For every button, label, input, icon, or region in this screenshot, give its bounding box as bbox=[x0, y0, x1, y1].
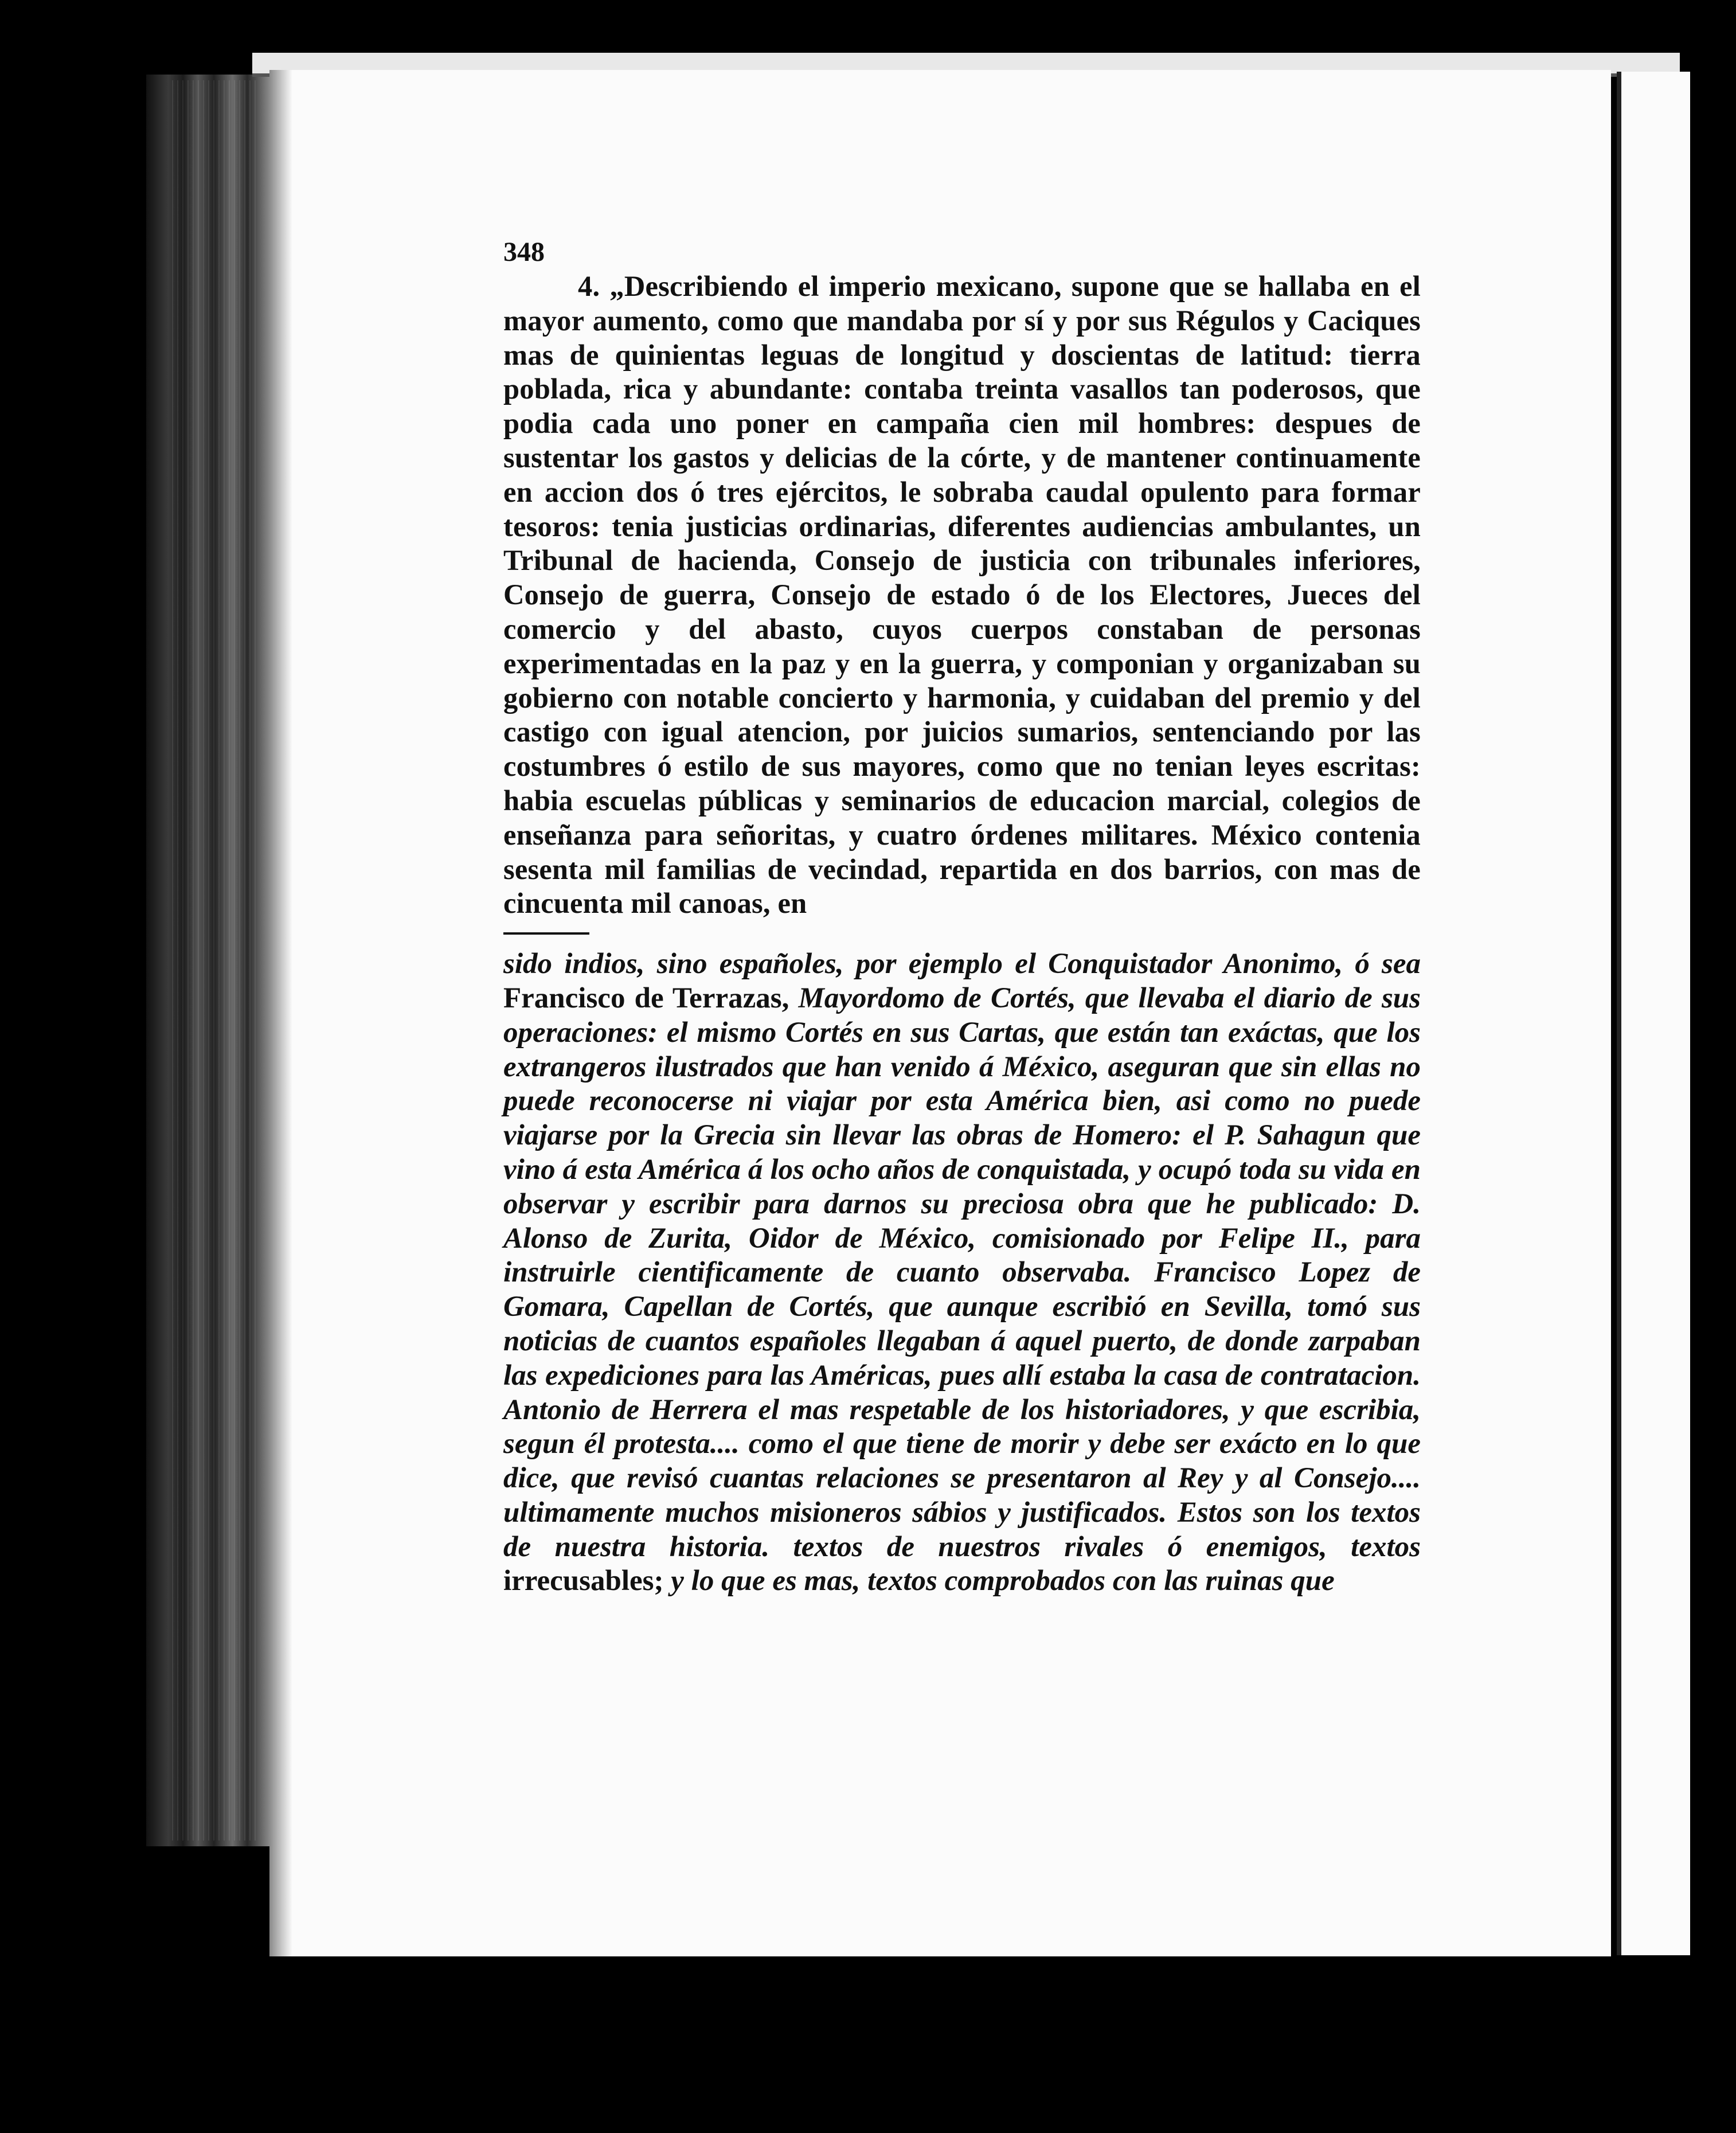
footnote bbox=[503, 947, 1421, 1599]
main-paragraph: 4. „Describiendo el imperio mexicano, supone que se hallaba en el mayor aumento, como que mandaba por sí y por sus Régulos y Caciques mas de quinientas leguas de longitud y doscientas de latitud: tierra poblada, rica y abundante: contaba treinta vasallos tan poderosos, que podia cada uno poner en campaña cien mil hombres: despues de sustentar los gastos y delicias de la córte, y de mantener continuamente en accion dos ó tres ejércitos, le sobraba caudal opulento para formar tesoros: tenia justicias ordinarias, diferentes audiencias ambulantes, un Tribunal de hacienda, Consejo de justicia con tribunales inferiores, Consejo de guerra, Consejo de estado ó de los Electores, Jueces del comercio y del abasto, cuyos cuerpos constaban de personas experimentadas en la paz y en la guerra, y componian y organizaban su gobierno con notable concierto y harmonia, y cuidaban del premio y del castigo con igual atencion, por juicios sumarios, sentenciando por las costumbres ó estilo de sus mayores, como que no tenian leyes escritas: habia escuelas públicas y seminarios de educacion marcial, colegios de enseñanza para señoritas, y cuatro órdenes militares. México contenia sesenta mil familias de vecindad, repartida en dos barrios, con mas de cincuenta mil canoas, en bbox=[503, 270, 1421, 920]
page-gutter-shadow bbox=[269, 70, 292, 1956]
footnote-part-1: sido indios, sino españoles, por ejemplo el Conquistador Anonimo, ó sea bbox=[503, 948, 1421, 980]
footnote-part-3: Mayordomo de Cortés, que llevaba el diario de sus operaciones: el mismo Cortés en sus Cartas, que están tan exáctas, que los extrangeros ilustrados que han venido á México, aseguran que sin ellas no puede reconocerse ni viajar por esta América bien, asi como no puede viajarse por la Grecia sin llevar las obras de Homero: el P. Sahagun que vino á esta América á los ocho años de conquistada, y ocupó toda su vida en observar y escribir para darnos su preciosa obra que he publicado: D. Alonso de Zurita, Oidor de México, comisionado por Felipe II., para instruirle cientificamente de cuanto observaba. Francisco Lopez de Gomara, Capellan de Cortés, que aunque escribió en Sevilla, tomó sus noticias de cuantos españoles llegaban á aquel puerto, de donde zarpaban las expediciones para las Américas, pues allí estaba la casa de contratacion. Antonio de Herrera el mas respetable de los historiadores, y que escribia, segun él protesta.... como el que tiene de morir y debe ser exácto en lo que dice, que revisó cuantas relaciones se presentaron al Rey y al Consejo.... ultimamente muchos misioneros sábios y justificados. Estos son los textos de nuestra historia. textos de nuestros rivales ó enemigos, textos bbox=[503, 982, 1421, 1563]
footnote-roman-word: irrecusables; bbox=[503, 1565, 664, 1597]
adjacent-page bbox=[1617, 72, 1690, 1955]
page-edges bbox=[172, 80, 258, 1841]
footnote-part-5: y lo que es mas, textos comprobados con las ruinas que bbox=[663, 1565, 1335, 1597]
footnote-divider bbox=[503, 932, 589, 935]
page-number: 348 bbox=[503, 237, 545, 267]
footnote-roman-name: Francisco de Terrazas, bbox=[503, 982, 789, 1014]
page-text-block bbox=[503, 235, 1421, 1599]
